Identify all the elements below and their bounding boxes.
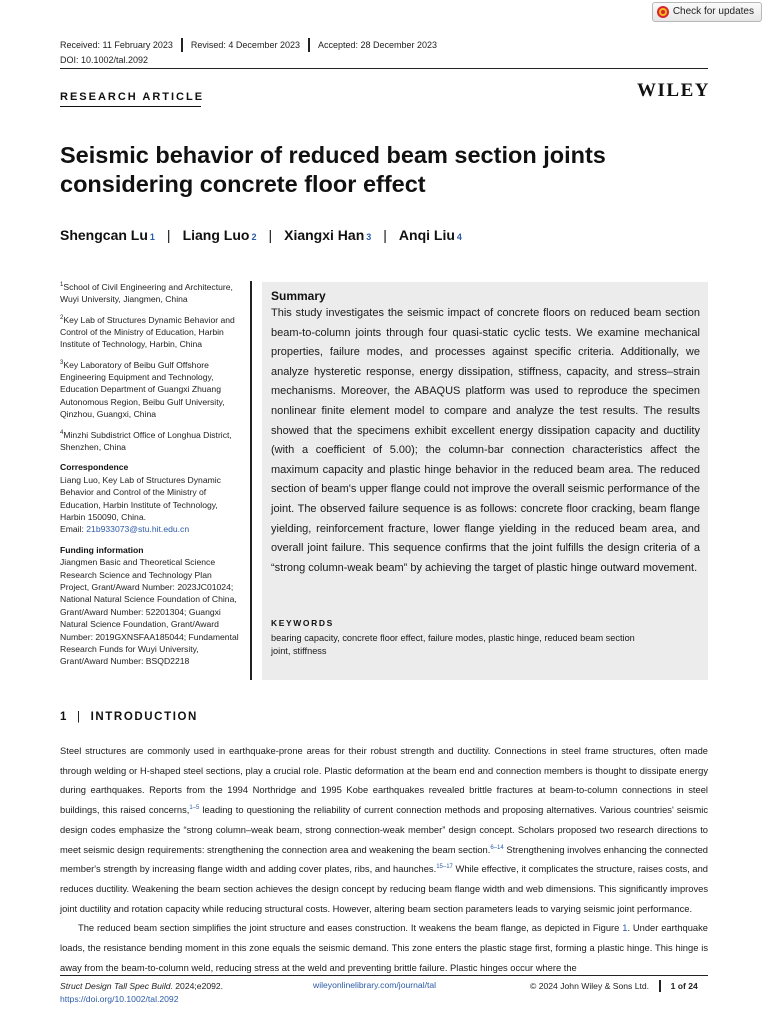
section-heading-introduction bbox=[60, 711, 198, 723]
journal-site-link[interactable]: wileyonlinelibrary.com/journal/tal bbox=[313, 980, 437, 990]
summary-text: This study investigates the seismic impact of concrete floors on reduced beam section beam-to-column joints through four quasi-static cyclic tests. We examine mechanical properties, failure modes, and processes against specific criteria. Additionally, we analyze hysteretic response, energy dissipation, stiffness, capacity, and stress–strain mechanisms. Moreover, the ABAQUS platform was used to reproduce the specimen nonlinear finite element model to compare and analyze the test results. The results showed that the specimens exhibit excellent energy dissipation capacity and ductility (with a coefficient of 5.00); the column-bar connection characteristics affect the maximum capacity and plastic hinge behavior in the reduced beam area. The reduced section of beam's upper flange could not improve the overall seismic performance of the joint. The observed failure sequence is as follows: concrete floor cracking, beam flange yielding, reinforcement fracture, lower flange yielding in the reduced beam area, and overall joint failure. This sequence confirms that the joint fulfills the design criteria of a “strong column-weak beam” by achieving the target of plastic hinge outward movement. bbox=[271, 307, 700, 574]
header-doi: DOI: 10.1002/tal.2092 bbox=[60, 55, 149, 65]
publisher-logo: WILEY bbox=[637, 80, 710, 101]
page-number: 1 of 24 bbox=[670, 981, 698, 991]
correspondence-heading: Correspondence bbox=[60, 462, 129, 473]
received-date: Received: 11 February 2023 bbox=[60, 40, 173, 50]
affiliation: $^1$School of Civil Engineering and Architecture, Wuyi University, Jiangmen, China bbox=[60, 281, 233, 305]
journal-name: Struct Design Tall Spec Build. bbox=[60, 981, 173, 991]
author-name[interactable]: Shengcan Lu bbox=[60, 227, 148, 243]
body-paragraph: The reduced beam section simplifies the joint structure and eases construction. It weakens the beam flange, as depicted in Figure 1. Under earthquake loads, the resistance bending moment in this zone equals the seismic demand. This zone enters the plastic stage first, forming a plastic hinge. This hinge is away from the beam-to-column weld, reducing stress at the weld and preventing brittle failure. Plastic hinges occur where the bbox=[60, 923, 708, 973]
article-type-label: RESEARCH ARTICLE bbox=[60, 91, 205, 103]
correspondence-email-link[interactable]: 21b933073@stu.hit.edu.cn bbox=[86, 524, 190, 535]
check-for-updates-label: Check for updates bbox=[672, 6, 754, 17]
date-separator bbox=[308, 38, 310, 52]
author-separator: | bbox=[268, 227, 273, 243]
citation-link[interactable]: 6–14 bbox=[490, 844, 504, 851]
author-affiliation-marker[interactable]: 4 bbox=[456, 232, 462, 242]
doi-link[interactable]: https://doi.org/10.1002/tal.2092 bbox=[60, 994, 179, 1004]
keywords-text: bearing capacity, concrete floor effect, failure modes, plastic hinge, reduced beam section joint, stiffness bbox=[271, 633, 635, 656]
author-name[interactable]: Xiangxi Han bbox=[284, 227, 365, 243]
funding-text: Jiangmen Basic and Theoretical Science Research Science and Technology Plan Project, Grant/Award Number: 2023JC01024; National Natural Science Foundation of China, Grant/Award Number: 52201304; Guangxi Natural Science Foundation, Grant/Award Number: 2019GXNSFAA185044; Fundamental Research Funds for Wuyi University, Grant/Award Number: BSQD2218 bbox=[60, 557, 239, 667]
column-divider bbox=[250, 281, 252, 680]
author-separator: | bbox=[166, 227, 171, 243]
citation-link[interactable]: 1–5 bbox=[189, 805, 200, 811]
article-type-underline bbox=[60, 106, 201, 107]
body-paragraph: Steel structures are commonly used in earthquake-prone areas for their robust strength and ductility. Connections in steel frame structures, often made through welding or H-shaped steel sections, play a crucial role. Plastic deformation at the beam end and connection members is thought to dissipate energy during earthquakes. Reports from the 1994 Northridge and 1995 Kobe earthquakes revealed brittle fractures at beam-to-column connections in steel buildings, this raised concerns,$^{1-5}$ leading to questioning the reliability of current connection methods and proposing alternatives. Various countries' seismic design codes emphasize the “strong column–weak beam, strong connection-weak member” design concept. Scholars proposed two research directions to meet seismic design requirements: strengthening the connection area and weakening the beam section.$^{6-14}$ Strengthening involves enhancing the connected member's strength by increasing flange width and adding cover plates, ribs, and haunches.$^{15-17}$ While effective, it complicates the structure, raises costs, and reduces ductility. Weakening the beam section achieves the design concept by reducing beam flange width and web dimensions. This significantly improves joint ductility and rotation capacity while reducing structural costs. However, altering beam section parameters leads to varying seismic joint performance. bbox=[60, 746, 708, 914]
article-dates bbox=[60, 38, 437, 52]
accepted-date: Accepted: 28 December 2023 bbox=[317, 40, 438, 50]
section-title: INTRODUCTION bbox=[90, 711, 198, 723]
author-affiliation-marker[interactable]: 2 bbox=[251, 232, 257, 242]
section-separator: | bbox=[77, 711, 82, 723]
affiliations-column bbox=[60, 279, 240, 674]
affiliation: $^2$Key Lab of Structures Dynamic Behavior and Control of the Ministry of Education, Harbin Institute of Technology, Harbin, China bbox=[60, 314, 235, 350]
correspondence-text: Liang Luo, Key Lab of Structures Dynamic Behavior and Control of the Ministry of Education, Harbin Institute of Technology, Harbin 150090, China. Email: 21b933073@stu.hit.edu.cn bbox=[60, 474, 221, 535]
author-name[interactable]: Anqi Liu bbox=[398, 227, 455, 243]
citation-link[interactable]: 15–17 bbox=[436, 864, 453, 871]
citation-info: 2024;e2092. bbox=[172, 981, 224, 991]
revised-date: Revised: 4 December 2023 bbox=[190, 40, 300, 50]
check-for-updates-button[interactable] bbox=[652, 2, 762, 22]
footer-right bbox=[530, 980, 698, 992]
date-separator bbox=[181, 38, 183, 52]
author-name[interactable]: Liang Luo bbox=[182, 227, 250, 243]
copyright-notice: © 2024 John Wiley & Sons Ltd. bbox=[530, 981, 650, 991]
author-list bbox=[60, 227, 462, 243]
affiliation: $^4$Minzhi Subdistrict Office of Longhua District, Shenzhen, China bbox=[60, 429, 232, 452]
introduction-body bbox=[60, 742, 708, 978]
figure-link[interactable]: 1 bbox=[622, 923, 628, 934]
footer-citation bbox=[60, 980, 223, 1006]
author-affiliation-marker[interactable]: 1 bbox=[149, 232, 155, 242]
section-number: 1 bbox=[60, 711, 68, 723]
footer-divider bbox=[60, 975, 708, 976]
summary-heading: Summary bbox=[271, 289, 326, 303]
footer-separator bbox=[659, 980, 661, 992]
header-divider bbox=[60, 68, 708, 69]
author-separator: | bbox=[383, 227, 387, 243]
crossmark-icon bbox=[657, 6, 669, 18]
paper-title: Seismic behavior of reduced beam section joints considering concrete floor effect bbox=[60, 142, 606, 197]
keywords-heading: KEYWORDS bbox=[271, 618, 334, 628]
affiliation: $^3$Key Laboratory of Beibu Gulf Offshore Engineering Equipment and Technology, Education Department of Guangxi Zhuang Autonomous Region, Beibu Gulf University, Qinzhou, Guangxi, China bbox=[60, 359, 225, 420]
funding-heading: Funding information bbox=[60, 544, 144, 555]
author-affiliation-marker[interactable]: 3 bbox=[366, 232, 372, 242]
